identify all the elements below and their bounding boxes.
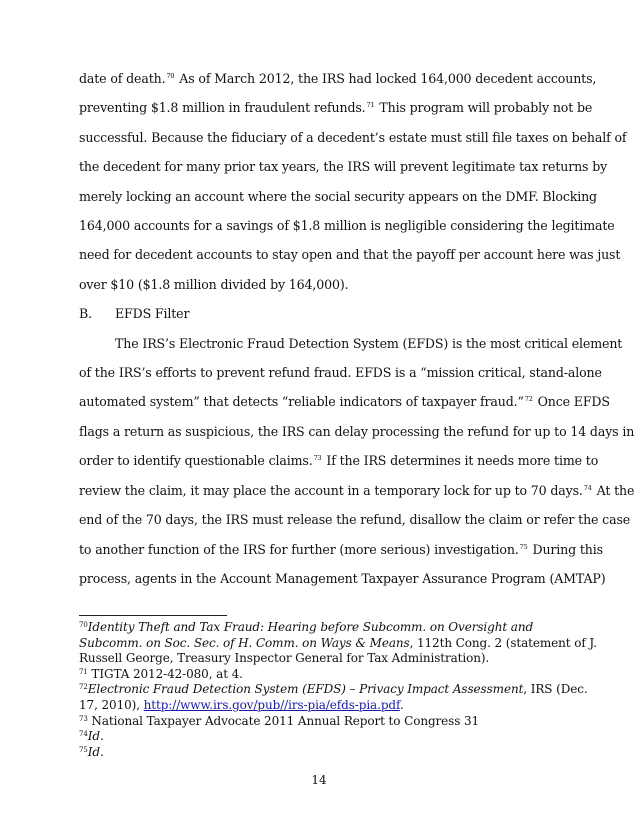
text-line: date of death.$^{70}$ As of March 2012, the IRS had locked 164,000 decedent accounts,: [79, 71, 597, 86]
text-line: end of the 70 days, the IRS must release the refund, disallow the claim or refer the case: [79, 512, 631, 528]
text-line: flags a return as suspicious, the IRS can delay processing the refund for up to 14 days in: [79, 423, 635, 439]
text-line: the decedent for many prior tax years, the IRS will prevent legitimate tax returns by: [79, 159, 608, 175]
text-line: preventing $1.8 million in fraudulent refunds.$^{71}$ This program will probably not be: [79, 100, 593, 116]
footnote-72-cont: 17, 2010), http://www.irs.gov/pub//irs-pia/efds-pia.pdf.: [79, 697, 404, 712]
footnote-number: 72: [79, 683, 88, 692]
footnote-number: 73: [79, 714, 88, 723]
footnote-ref[interactable]: 75: [519, 542, 528, 551]
text-line: merely locking an account where the social security appears on the DMF. Blocking: [79, 188, 597, 204]
text-line: order to identify questionable claims.$^{73}$ If the IRS determines it needs more time to: [79, 453, 599, 469]
text-line: process, agents in the Account Management Taxpayer Assurance Program (AMTAP): [79, 570, 606, 586]
footnote-number: 71: [79, 667, 88, 676]
footnote-ref[interactable]: 71: [366, 101, 375, 110]
footnote-number: 75: [79, 745, 88, 754]
text-line: The IRS’s Electronic Fraud Detection System (EFDS) is the most critical element: [115, 335, 623, 351]
page-number: 14: [311, 773, 327, 787]
footnote-ref[interactable]: 73: [313, 454, 322, 463]
footnote-70-cont: Subcomm. on Soc. Sec. of H. Comm. on Ways & Means, 112th Cong. 2 (statement of J.: [79, 635, 597, 650]
footnote-75: $^{75}$Id.: [79, 744, 104, 759]
text-line: need for decedent accounts to stay open and that the payoff per account here was just: [79, 247, 621, 263]
text-line: to another function of the IRS for further (more serious) investigation.$^{75}$ During this: [79, 541, 603, 557]
text-line: review the claim, it may place the account in a temporary lock for up to 70 days.$^{74}$ At the: [79, 482, 635, 498]
footnote-divider: [79, 615, 227, 616]
section-heading: [79, 299, 579, 328]
footnote-70-cont: Russell George, Treasury Inspector General for Tax Administration).: [79, 651, 490, 666]
text-line: automated system” that detects “reliable indicators of taxpayer fraud.”$^{72}$ Once EFDS: [79, 394, 610, 410]
footnote-ref[interactable]: 74: [583, 483, 592, 492]
footnote-number: 70: [79, 621, 88, 629]
footnote-74: $^{74}$Id.: [79, 729, 104, 744]
footnote-70: $^{70}$Identity Theft and Tax Fraud: Hearing before Subcomm. on Oversight and: [79, 620, 534, 634]
text-line: successful. Because the fiduciary of a decedent’s estate must still file taxes on behalf of: [79, 129, 627, 145]
footnote-number: 74: [79, 730, 88, 739]
footnote-72: $^{72}$Electronic Fraud Detection System (EFDS) – Privacy Impact Assessment, IRS (Dec.: [79, 682, 588, 697]
footnote-73: $^{73}$ National Taxpayer Advocate 2011 Annual Report to Congress 31: [79, 713, 480, 728]
footnote-ref[interactable]: 72: [524, 395, 533, 404]
footnote-ref[interactable]: 70: [166, 72, 175, 80]
text-line: 164,000 accounts for a savings of $1.8 million is negligible considering the legitimate: [79, 218, 615, 234]
footnote-71: $^{71}$ TIGTA 2012-42-080, at 4.: [79, 666, 243, 681]
footnotes: [79, 620, 597, 760]
body-text: [79, 64, 635, 593]
section-letter: B.: [79, 306, 92, 322]
text-line: over $10 ($1.8 million divided by 164,000).: [79, 276, 349, 292]
efds-pia-link[interactable]: http://www.irs.gov/pub//irs-pia/efds-pia.pdf: [143, 697, 400, 712]
text-line: of the IRS’s efforts to prevent refund fraud. EFDS is a “mission critical, stand-alone: [79, 365, 602, 381]
section-title: EFDS Filter: [115, 306, 190, 322]
